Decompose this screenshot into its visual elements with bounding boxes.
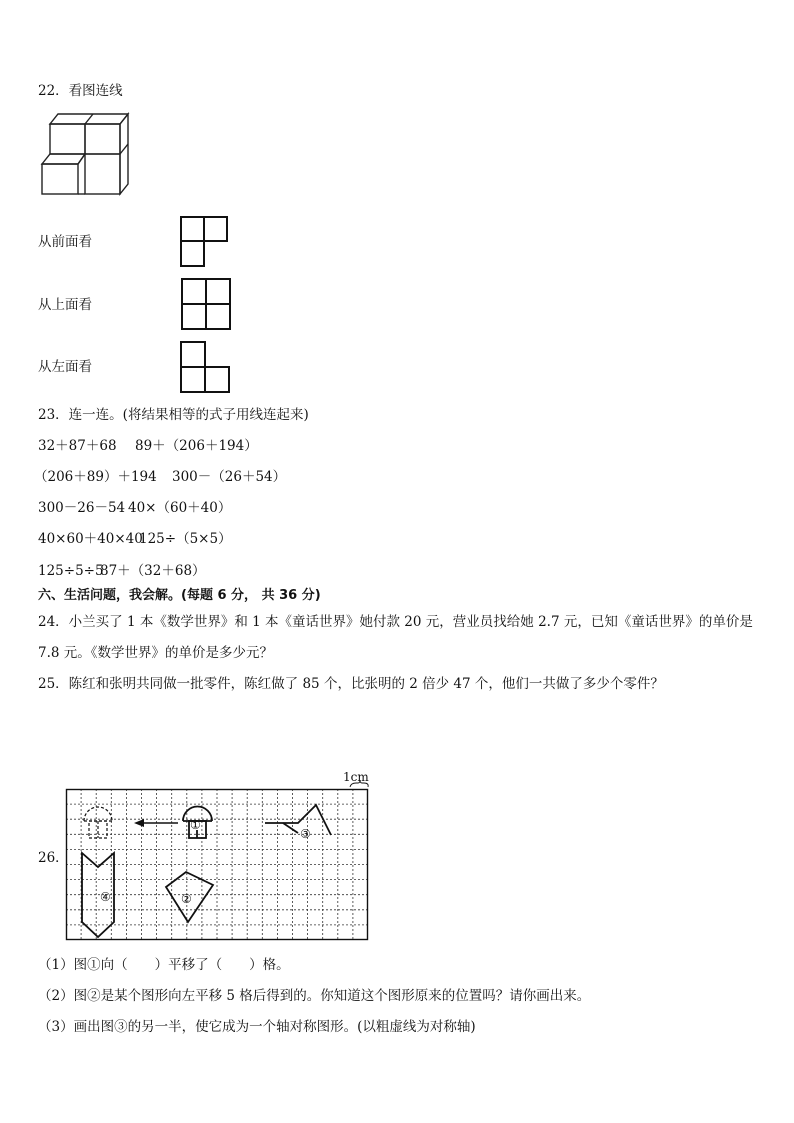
shape-3 xyxy=(265,805,331,835)
dotted-grid xyxy=(66,789,368,940)
grid-figure xyxy=(66,789,368,940)
q26-sub2: （2）图②是某个图形向左平移 5 格后得到的。你知道这个图形原来的位置吗？请你画出来。 xyxy=(38,988,591,1004)
q24-line1: 24．小兰买了 1 本《数学世界》和 1 本《童话世界》她付款 20 元，营业员找给她 2.7 元，已知《童话世界》的单价是 xyxy=(38,614,753,630)
q22-front-label: 从前面看 xyxy=(38,234,92,250)
q23-row4-right: 125÷（5×5） xyxy=(139,531,232,547)
q22-front-view xyxy=(180,216,228,268)
q25-text: 25．陈红和张明共同做一批零件，陈红做了 85 个，比张明的 2 倍少 47 个，他们一共做了多少个零件？ xyxy=(38,676,664,692)
q23-row2-left: （206＋89）＋194 xyxy=(34,469,157,485)
q23-title: 23．连一连。(将结果相等的式子用线连起来) xyxy=(38,407,309,423)
q23-row5-left: 125÷5÷5 xyxy=(38,563,104,579)
arrow-head xyxy=(134,819,144,827)
q22-title: 22．看图连线 xyxy=(38,83,123,99)
shape-1-label: ① xyxy=(190,818,201,832)
q22-left-label: 从左面看 xyxy=(38,359,92,375)
q26-number: 26． xyxy=(38,850,69,866)
q22-left-view xyxy=(180,341,230,394)
scale-label: 1cm xyxy=(343,770,369,784)
shape-4-label: ④ xyxy=(100,890,111,904)
section-heading: 六、生活问题，我会解。(每题 6 分， 共 36 分) xyxy=(38,588,321,603)
shape-3-label: ③ xyxy=(300,827,311,841)
q26-sub3: （3）画出图③的另一半，使它成为一个轴对称图形。(以粗虚线为对称轴) xyxy=(38,1019,476,1035)
q22-top-label: 从上面看 xyxy=(38,297,92,313)
q26-sub1: （1）图①向（ ）平移了（ ）格。 xyxy=(38,957,290,973)
q23-row4-left: 40×60＋40×40 xyxy=(38,531,143,547)
q23-row1-right: 89＋（206＋194） xyxy=(135,438,258,454)
q23-row5-right: 87＋（32＋68） xyxy=(100,563,206,579)
q24-line2: 7.8 元。《数学世界》的单价是多少元？ xyxy=(38,645,274,661)
q22-top-view xyxy=(181,278,231,331)
shape-2-label: ② xyxy=(181,892,192,906)
q22-cube-figure xyxy=(38,110,133,206)
shape-1-dashed-outline xyxy=(84,807,112,838)
q23-row1-left: 32＋87＋68 xyxy=(38,438,117,454)
q23-row3-left: 300－26－54 xyxy=(38,500,126,516)
q23-row3-right: 40×（60＋40） xyxy=(128,500,232,516)
q23-row2-right: 300－（26＋54） xyxy=(172,469,287,485)
